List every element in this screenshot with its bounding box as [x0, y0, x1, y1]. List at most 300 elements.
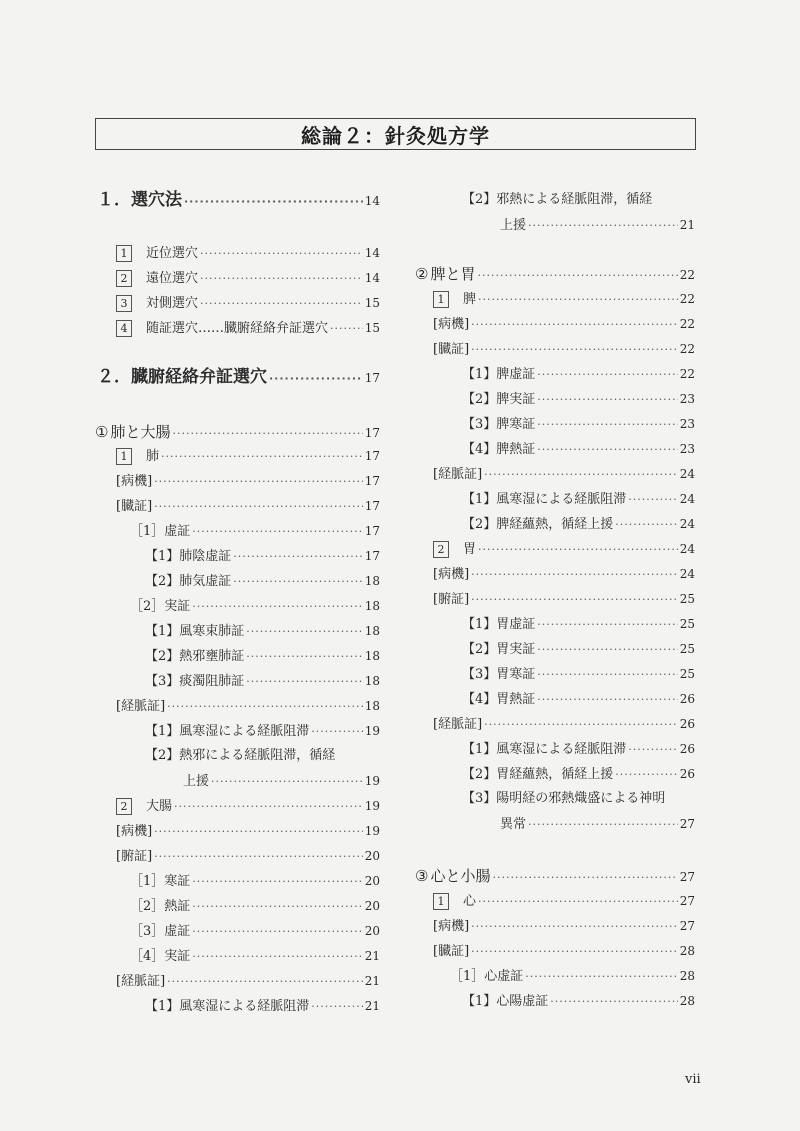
toc-entry-label [145, 997, 309, 1017]
toc-entry [116, 821, 380, 842]
leader-dots [192, 522, 362, 542]
toc-entry [130, 871, 380, 892]
leader-dots [192, 922, 362, 942]
toc-entry-text: 【1】風寒湿による経脈阻滞 [145, 999, 310, 1014]
toc-page-number: 15 [364, 321, 380, 335]
toc-entry-label [462, 690, 535, 710]
toc-entry-text: 心と小腸 [430, 867, 491, 885]
toc-entry [116, 696, 380, 717]
toc-page-number: 19 [364, 799, 380, 813]
toc-entry-text: ［1］心虚証 [450, 969, 524, 984]
toc-entry-label [462, 615, 535, 635]
leader-dots [161, 447, 363, 467]
toc-entry-text: 肺と大腸 [110, 423, 171, 441]
toc-entry-label [433, 942, 469, 962]
toc-page-number: 21 [364, 974, 380, 988]
toc-page-number: 18 [364, 699, 380, 713]
toc-entry [433, 564, 695, 585]
toc-entry [116, 243, 380, 264]
toc-entry-text: [病機] [116, 824, 153, 839]
toc-page-number: 18 [364, 574, 380, 588]
toc-page-number: 22 [679, 292, 695, 306]
toc-entry-label [433, 715, 482, 735]
toc-entry-text: [経脈証] [433, 467, 483, 482]
toc-entry-text: 【1】胃虚証 [462, 617, 536, 632]
leader-dots [154, 472, 363, 492]
toc-page-number: 24 [679, 542, 695, 556]
leader-dots [192, 897, 362, 917]
toc-page-number: 21 [679, 218, 695, 232]
toc-entry-label [116, 319, 328, 339]
leader-dots [471, 565, 678, 585]
toc-entry-text: １．選穴法 [97, 190, 182, 210]
toc-page-number: 26 [679, 692, 695, 706]
toc-entry-label [145, 547, 231, 567]
leader-dots [311, 722, 362, 742]
toc-entry-label [116, 797, 172, 817]
toc-entry-text: 【3】脾寒証 [462, 417, 536, 432]
toc-page-number: 18 [364, 624, 380, 638]
toc-entry-label [462, 490, 626, 510]
toc-entry-text: ［1］虚証 [130, 524, 191, 539]
toc-entry-label [462, 640, 535, 660]
leader-dots [233, 547, 362, 567]
toc-page-number: 26 [679, 767, 695, 781]
section-number-circle: ② [415, 265, 429, 283]
toc-page-number: 25 [679, 617, 695, 631]
toc-page-number: 14 [364, 194, 380, 208]
toc-page-number: 17 [364, 549, 380, 563]
toc-entry-text: 上援 [500, 218, 527, 233]
toc-entry-text: 大腸 [146, 799, 173, 814]
toc-entry-text: [病機] [433, 567, 470, 582]
toc-entry-text: 【1】風寒湿による経脈阻滞 [462, 492, 627, 507]
toc-entry-label [450, 967, 523, 987]
toc-entry [145, 621, 380, 642]
leader-dots [154, 497, 363, 517]
toc-page-number: 17 [364, 371, 380, 385]
toc-entry [462, 614, 695, 635]
leader-dots [478, 892, 678, 912]
toc-entry-label [433, 565, 469, 585]
toc-entry-text: 【4】胃熱証 [462, 692, 536, 707]
leader-dots [528, 815, 678, 835]
toc-page-number: 20 [364, 924, 380, 938]
toc-entry [145, 546, 380, 567]
toc-entry [462, 739, 695, 760]
toc-entry-text: [病機] [433, 919, 470, 934]
section-number-box: 2 [116, 798, 132, 815]
toc-page-number: 17 [364, 499, 380, 513]
toc-entry-text: [経脈証] [116, 974, 166, 989]
toc-entry-text: [経脈証] [433, 717, 483, 732]
toc-entry-text: 【3】痰濁阻肺証 [145, 674, 245, 689]
toc-entry-text: 【2】胃実証 [462, 642, 536, 657]
leader-dots [172, 424, 362, 444]
toc-page-number: 19 [364, 724, 380, 738]
toc-page-number: 19 [364, 774, 380, 788]
toc-entry-label [462, 365, 535, 385]
leader-dots [167, 697, 363, 717]
page-folio: vii [685, 1072, 701, 1087]
toc-page-number: 24 [679, 492, 695, 506]
toc-page-number: 23 [679, 442, 695, 456]
toc-entry-label [145, 772, 209, 792]
toc-page-number: 27 [679, 817, 695, 831]
toc-entry-label [462, 216, 526, 236]
toc-entry-label [433, 340, 469, 360]
section-number-box: 1 [116, 245, 132, 262]
toc-entry-label [116, 972, 165, 992]
toc-entry [433, 916, 695, 937]
leader-dots [471, 590, 678, 610]
leader-dots [492, 868, 677, 888]
toc-entry [130, 521, 380, 542]
toc-entry-text: [臓証] [433, 342, 470, 357]
leader-dots [628, 490, 677, 510]
toc-entry-text: 肺 [146, 449, 160, 464]
toc-entry [95, 422, 380, 444]
toc-entry [97, 367, 380, 389]
toc-page-number: 21 [364, 949, 380, 963]
toc-entry-label [145, 622, 244, 642]
leader-dots [192, 872, 362, 892]
toc-entry [462, 664, 695, 685]
toc-entry [433, 314, 695, 335]
toc-entry-text: [経脈証] [116, 699, 166, 714]
toc-page-number: 27 [679, 894, 695, 908]
toc-entry-text: ［1］寒証 [130, 874, 191, 889]
leader-dots [330, 319, 363, 339]
leader-dots [200, 294, 363, 314]
toc-entry-label [116, 244, 198, 264]
toc-entry [462, 489, 695, 510]
toc-entry-label [462, 390, 535, 410]
leader-dots [167, 972, 363, 992]
toc-entry-text: 心 [463, 894, 477, 909]
toc-page-number: 19 [364, 824, 380, 838]
toc-entry-label [462, 515, 613, 535]
toc-entry-text: 【1】肺陰虚証 [145, 549, 232, 564]
toc-page-number: 14 [364, 246, 380, 260]
toc-entry [433, 589, 695, 610]
toc-page-number: 22 [679, 317, 695, 331]
toc-entry [145, 671, 380, 692]
leader-dots [528, 216, 678, 236]
toc-entry [116, 796, 380, 817]
leader-dots [471, 917, 678, 937]
toc-entry-label [462, 440, 535, 460]
leader-dots [311, 997, 362, 1017]
leader-dots [537, 365, 677, 385]
toc-page-number: 28 [679, 969, 695, 983]
toc-page-number: 18 [364, 674, 380, 688]
toc-entry-text: 随証選穴……臓腑経絡弁証選穴 [146, 321, 329, 336]
toc-page-number: 20 [364, 849, 380, 863]
toc-entry-text: 胃 [463, 542, 477, 557]
toc-page-number: 18 [364, 649, 380, 663]
leader-dots [550, 992, 677, 1012]
toc-entry-label [433, 917, 469, 937]
toc-entry [415, 264, 695, 286]
leader-dots [192, 597, 362, 617]
toc-entry [433, 464, 695, 485]
toc-entry-label [145, 647, 244, 667]
section-number-box: 1 [433, 893, 449, 910]
section-number-box: 1 [433, 291, 449, 308]
toc-entry [130, 596, 380, 617]
toc-entry-first-line: 【3】陽明経の邪熱熾盛による神明 [462, 791, 666, 806]
toc-entry [116, 268, 380, 289]
leader-dots [615, 515, 677, 535]
toc-entry-label [433, 465, 482, 485]
toc-entry [116, 496, 380, 517]
toc-entry-text: 【1】風寒湿による経脈阻滞 [462, 742, 627, 757]
toc-entry-label [116, 697, 165, 717]
toc-page-number: 27 [679, 919, 695, 933]
leader-dots [478, 290, 678, 310]
toc-entry-label [462, 815, 526, 835]
toc-page-number: 18 [364, 599, 380, 613]
toc-page-number: 23 [679, 417, 695, 431]
toc-entry-label [145, 672, 244, 692]
toc-entry [116, 846, 380, 867]
toc-entry-text: 近位選穴 [146, 246, 199, 261]
toc-entry-text: 【2】熱邪壅肺証 [145, 649, 245, 664]
toc-page-number: 17 [364, 524, 380, 538]
toc-entry [130, 946, 380, 967]
toc-entry-text: 脾 [463, 292, 477, 307]
toc-entry-text: ［4］実証 [130, 949, 191, 964]
toc-entry-text: 【1】風寒湿による経脈阻滞 [145, 724, 310, 739]
toc-entry-label [462, 415, 535, 435]
toc-entry-text: 【1】心陽虚証 [462, 994, 549, 1009]
leader-dots [477, 266, 677, 286]
toc-entry [462, 215, 695, 236]
toc-page-number: 17 [364, 474, 380, 488]
toc-page-number: 24 [679, 467, 695, 481]
toc-entry [462, 389, 695, 410]
leader-dots [471, 315, 678, 335]
toc-entry-text: 【2】胃経蘊熱，循経上援 [462, 767, 614, 782]
leader-dots [537, 440, 677, 460]
toc-entry-label [145, 722, 309, 742]
toc-entry [145, 721, 380, 742]
toc-entry-text: [腑証] [433, 592, 470, 607]
toc-entry-label [116, 447, 159, 467]
toc-page-number: 26 [679, 742, 695, 756]
toc-entry [462, 364, 695, 385]
toc-entry-label [116, 497, 152, 517]
toc-entry-text: ２．臓腑経絡弁証選穴 [97, 367, 267, 387]
leader-dots [525, 967, 677, 987]
toc-entry-label [433, 590, 469, 610]
toc-entry-text: ［2］熱証 [130, 899, 191, 914]
toc-entry-label [95, 422, 170, 442]
toc-entry-text: 【4】脾熱証 [462, 442, 536, 457]
toc-page-number: 15 [364, 296, 380, 310]
toc-entry [130, 921, 380, 942]
leader-dots [471, 340, 678, 360]
toc-page-number: 25 [679, 592, 695, 606]
toc-entry [450, 966, 695, 987]
toc-entry [116, 293, 380, 314]
toc-entry-text: 遠位選穴 [146, 271, 199, 286]
toc-entry [433, 714, 695, 735]
leader-dots [269, 369, 363, 389]
toc-entry-text: 【1】脾虚証 [462, 367, 536, 382]
toc-entry-text: 【3】胃寒証 [462, 667, 536, 682]
toc-entry-text: [病機] [116, 474, 153, 489]
toc-page-number: 21 [364, 999, 380, 1013]
toc-entry [433, 891, 695, 912]
toc-entry-text: ［2］実証 [130, 599, 191, 614]
toc-entry-text: [病機] [433, 317, 470, 332]
toc-entry-text: [腑証] [116, 849, 153, 864]
toc-entry [433, 941, 695, 962]
toc-entry-label [116, 269, 198, 289]
toc-page-number: 25 [679, 667, 695, 681]
leader-dots [537, 615, 677, 635]
toc-page-number: 17 [364, 449, 380, 463]
toc-entry-label [415, 264, 475, 284]
toc-entry [433, 339, 695, 360]
toc-entry [116, 971, 380, 992]
toc-entry-label [433, 315, 469, 335]
toc-entry [462, 764, 695, 785]
leader-dots [246, 622, 362, 642]
leader-dots [200, 244, 363, 264]
chapter-title: 総論２：針灸処方学 [95, 118, 696, 150]
leader-dots [537, 640, 677, 660]
toc-entry-label [116, 472, 152, 492]
leader-dots [537, 390, 677, 410]
section-number-box: 2 [433, 541, 449, 558]
toc-entry-label [116, 847, 152, 867]
toc-entry-label [462, 992, 548, 1012]
leader-dots [484, 465, 678, 485]
toc-entry-label [433, 540, 476, 560]
toc-entry-label [116, 294, 198, 314]
toc-entry-label [415, 866, 490, 886]
toc-entry [415, 866, 695, 888]
section-number-box: 2 [116, 270, 132, 287]
toc-entry [145, 996, 380, 1017]
toc-page-number: 14 [364, 271, 380, 285]
section-number-circle: ① [95, 423, 109, 441]
leader-dots [184, 192, 363, 212]
toc-page-number: 23 [679, 392, 695, 406]
toc-page-number: 25 [679, 642, 695, 656]
toc-entry-text: 【1】風寒束肺証 [145, 624, 245, 639]
toc-entry-text: 異常 [500, 817, 527, 832]
toc-entry-label [462, 740, 626, 760]
toc-entry [116, 318, 380, 339]
toc-entry-text: 【2】脾実証 [462, 392, 536, 407]
toc-page-number: 28 [679, 944, 695, 958]
toc-entry-text: [臓証] [116, 499, 153, 514]
toc-page-number: 26 [679, 717, 695, 731]
leader-dots [615, 765, 677, 785]
toc-entry-label [130, 947, 190, 967]
leader-dots [246, 672, 362, 692]
leader-dots [211, 772, 363, 792]
toc-entry-first-line: 【2】熱邪による経脈阻滞，循経 [145, 748, 336, 763]
toc-entry-label [433, 892, 476, 912]
leader-dots [471, 942, 678, 962]
toc-entry-text: 【2】脾経蘊熱，循経上援 [462, 517, 614, 532]
toc-entry [145, 771, 380, 792]
leader-dots [484, 715, 678, 735]
toc-entry-label [97, 367, 267, 387]
toc-entry-label [130, 922, 190, 942]
toc-page-number: 24 [679, 517, 695, 531]
leader-dots [233, 572, 362, 592]
toc-entry-label [130, 897, 190, 917]
toc-entry-label [97, 190, 182, 210]
leader-dots [192, 947, 362, 967]
toc-page-number: 20 [364, 874, 380, 888]
leader-dots [154, 822, 363, 842]
toc-page-number: 22 [679, 367, 695, 381]
toc-entry-text: 脾と胃 [430, 265, 476, 283]
toc-entry-text: 対側選穴 [146, 296, 199, 311]
toc-entry [462, 414, 695, 435]
toc-entry-text: 【2】肺気虚証 [145, 574, 232, 589]
toc-entry-label [130, 597, 190, 617]
leader-dots [537, 665, 677, 685]
toc-entry-label [462, 665, 535, 685]
toc-entry-label [433, 290, 476, 310]
toc-page-number: 24 [679, 567, 695, 581]
leader-dots [478, 540, 678, 560]
toc-entry [433, 539, 695, 560]
toc-entry [145, 571, 380, 592]
leader-dots [537, 690, 677, 710]
toc-entry [462, 439, 695, 460]
leader-dots [174, 797, 363, 817]
toc-entry [462, 689, 695, 710]
toc-entry-label [130, 872, 190, 892]
toc-entry [116, 471, 380, 492]
toc-entry [97, 190, 380, 212]
section-number-box: 3 [116, 295, 132, 312]
toc-page-number: 20 [364, 899, 380, 913]
toc-page-number: 28 [679, 994, 695, 1008]
toc-entry [462, 514, 695, 535]
toc-entry-text: ［3］虚証 [130, 924, 191, 939]
toc-entry-label [462, 765, 613, 785]
toc-page-number: 22 [679, 268, 695, 282]
toc-entry-label [130, 522, 190, 542]
section-number-circle: ③ [415, 867, 429, 885]
toc-entry-label [145, 572, 231, 592]
leader-dots [154, 847, 363, 867]
toc-entry-first-line: 【2】邪熱による経脈阻滞，循経 [462, 192, 653, 207]
toc-entry [116, 446, 380, 467]
toc-entry-text: 上援 [183, 774, 210, 789]
toc-entry [145, 646, 380, 667]
leader-dots [628, 740, 677, 760]
toc-entry [462, 991, 695, 1012]
toc-page-number: 22 [679, 342, 695, 356]
toc-entry-text: [臓証] [433, 944, 470, 959]
section-number-box: 4 [116, 320, 132, 337]
toc-entry [130, 896, 380, 917]
toc-entry [433, 289, 695, 310]
toc-entry [462, 814, 695, 835]
toc-entry-label [116, 822, 152, 842]
